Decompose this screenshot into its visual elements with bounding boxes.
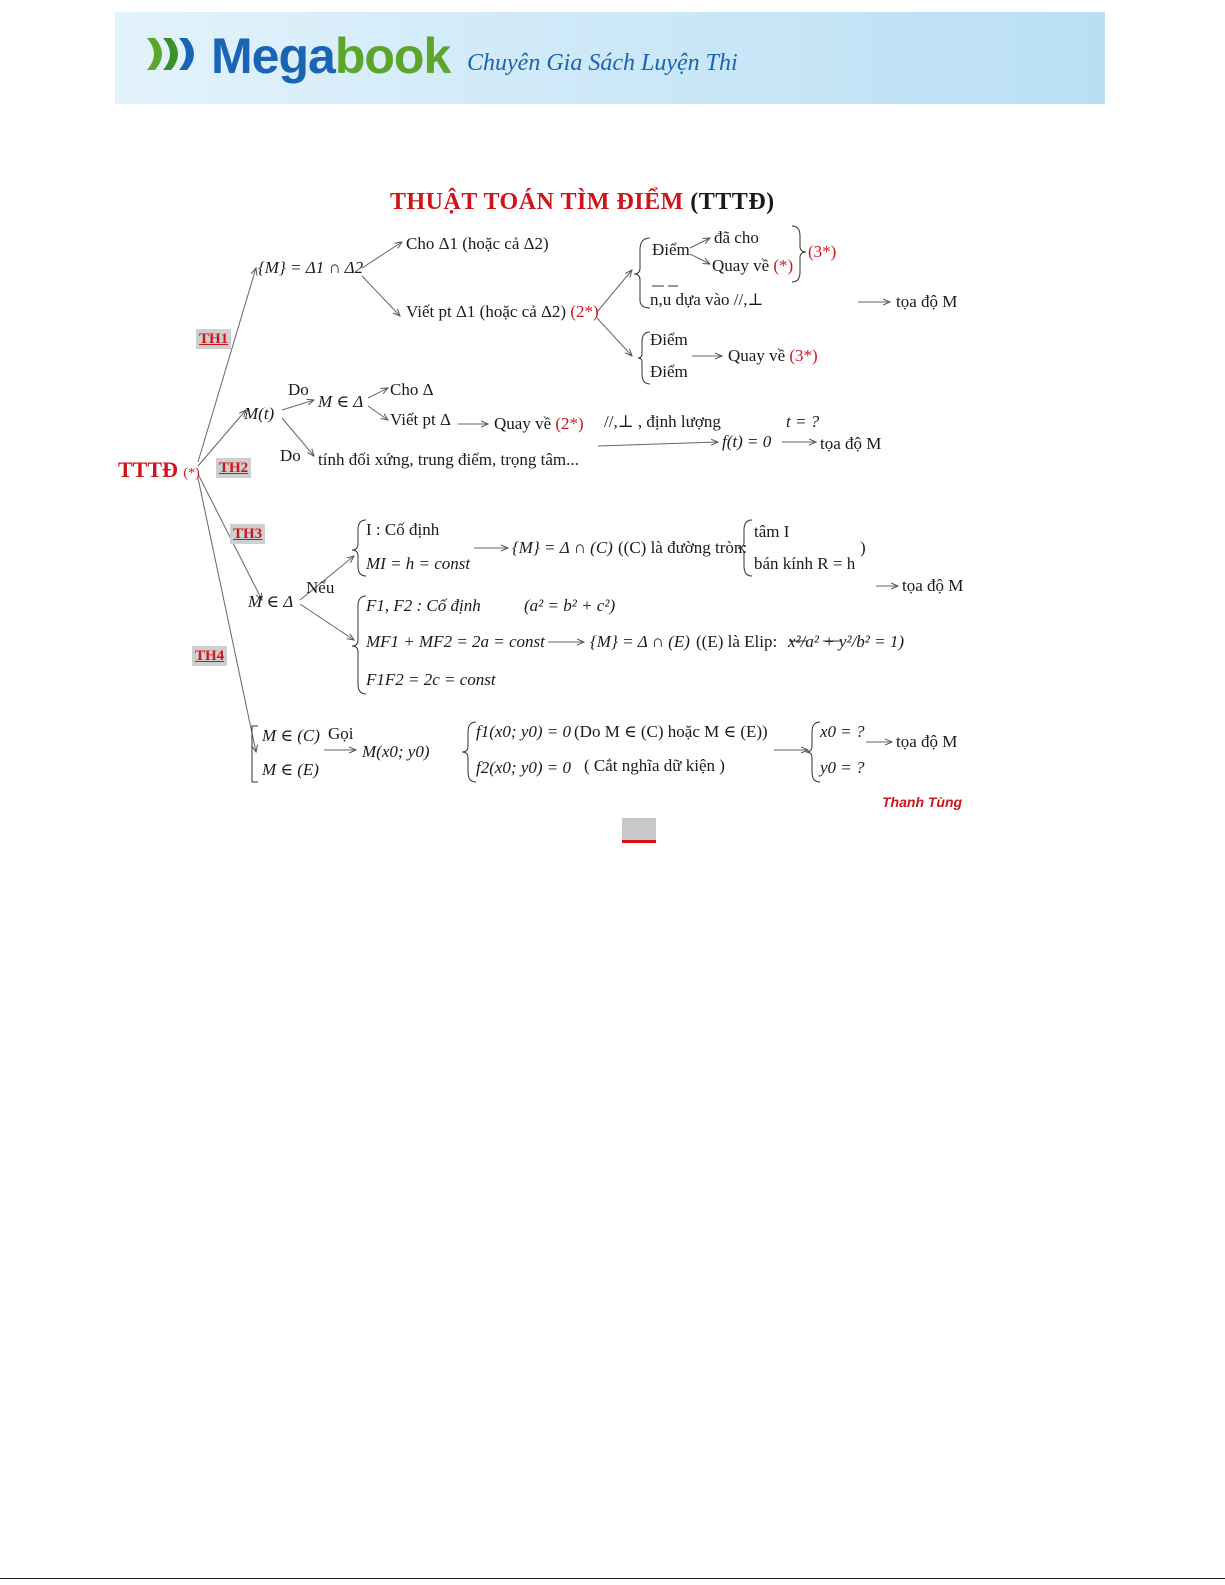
- th1-quay-ve-text: Quay về: [712, 256, 770, 275]
- th4-goi: Gọi: [328, 724, 354, 743]
- th1-quay-ve2-text: Quay về: [728, 346, 786, 365]
- th1-quay-ve: [712, 256, 793, 276]
- th4-y0: y0 = ?: [820, 758, 865, 777]
- th4-eq1: f1(x0; y0) = 0: [476, 722, 572, 741]
- th1-quay-ve2: [728, 346, 818, 366]
- diagram-title-abbr: (TTTĐ): [690, 189, 775, 215]
- th4-eq1-note: (Do M ∈ (C) hoặc M ∈ (E)): [574, 722, 768, 741]
- diagram-title: [390, 189, 775, 215]
- tag-th4: TH4: [192, 646, 227, 666]
- th3-mi: MI = h = const: [366, 554, 471, 573]
- th2-param: M(t): [244, 404, 275, 423]
- th3-result: tọa độ M: [902, 576, 964, 595]
- th4-point: M(x0; y0): [362, 742, 430, 761]
- th2-result: tọa độ M: [820, 434, 882, 453]
- th2-give: Cho Δ: [390, 380, 434, 399]
- th3-fixed-i: I : Cố định: [366, 520, 440, 539]
- th4-result: tọa độ M: [896, 732, 958, 751]
- th4-x0: x0 = ?: [820, 722, 865, 741]
- th3-sum: MF1 + MF2 = 2a = const: [366, 632, 545, 651]
- th1-main: {M} = Δ1 ∩ Δ2: [258, 258, 364, 277]
- brand-mega: Mega: [211, 28, 335, 84]
- th4-eq2-note: ( Cắt nghĩa dữ kiện ): [584, 756, 725, 775]
- th2-write: Viết pt Δ: [390, 410, 451, 429]
- th1-quay-ve2-mark: (3*): [789, 346, 818, 365]
- brand-book: book: [334, 28, 451, 84]
- th1-group-mark: (3*): [808, 242, 837, 261]
- tag-th3: TH3: [230, 524, 265, 544]
- th2-do1: Do: [288, 380, 309, 399]
- page-number-underline: [622, 840, 656, 843]
- th2-t-unknown: t = ?: [786, 412, 820, 431]
- th3-radius: bán kính R = h: [754, 554, 856, 573]
- brand-tagline: Chuyên Gia Sách Luyện Thi: [467, 50, 738, 76]
- th2-quay-ve-text: Quay về: [494, 414, 552, 433]
- th3-center: tâm I: [754, 522, 790, 541]
- th3-circle-note: ((C) là đường tròn:: [618, 538, 748, 557]
- th1-write-text: Viết pt Δ1 (hoặc cả Δ2): [406, 302, 567, 321]
- th3-focal: F1F2 = 2c = const: [366, 670, 496, 689]
- th3-ellipse-inter: {M} = Δ ∩ (E): [590, 632, 690, 651]
- th4-opt2: M ∈ (E): [262, 760, 319, 779]
- page-bottom-rule: [0, 1578, 1225, 1579]
- page-number-box: [622, 818, 656, 840]
- th1-give: Cho Δ1 (hoặc cả Δ2): [406, 234, 549, 253]
- th3-member: M ∈ Δ: [248, 592, 294, 611]
- th3-ellipse-note: ((E) là Elip:: [696, 632, 778, 651]
- th1-diem2b: Điểm: [650, 362, 688, 381]
- th1-diem2a: Điểm: [650, 330, 688, 349]
- th1-write-mark: (2*): [570, 302, 599, 321]
- th1-vectors: n,u dựa vào //,⊥: [650, 290, 764, 309]
- th3-circle-inter: {M} = Δ ∩ (C): [512, 538, 613, 557]
- th2-do2: Do: [280, 446, 301, 465]
- th4-eq2: f2(x0; y0) = 0: [476, 758, 572, 777]
- root-label: TTTĐ: [118, 457, 178, 482]
- th2-equation: f(t) = 0: [722, 432, 772, 451]
- tag-th2: TH2: [216, 458, 251, 478]
- th2-quay-ve-mark: (2*): [555, 414, 584, 433]
- diagram-title-text: THUẬT TOÁN TÌM ĐIỂM: [390, 189, 684, 215]
- root-node: [118, 457, 200, 484]
- th1-diem: Điểm: [652, 240, 690, 259]
- th3-neu: Nếu: [306, 578, 335, 597]
- th1-write: [406, 302, 599, 322]
- root-mark: (*): [183, 466, 200, 481]
- th2-relations: //,⊥ , định lượng: [604, 412, 721, 431]
- th1-quay-ve-mark: (*): [773, 256, 794, 275]
- th2-other: tính đối xứng, trung điểm, trọng tâm...: [318, 450, 579, 469]
- th2-member: M ∈ Δ: [318, 392, 364, 411]
- author-signature: Thanh Tùng: [882, 794, 963, 810]
- th3-abc: (a² = b² + c²): [524, 596, 616, 615]
- th3-close-paren: ): [860, 538, 866, 557]
- th1-result: tọa độ M: [896, 292, 958, 311]
- th2-quay-ve: [494, 414, 584, 434]
- th1-da-cho: đã cho: [714, 228, 759, 247]
- th4-opt1: M ∈ (C): [262, 726, 320, 745]
- th3-ellipse-eq: x²/a² + y²/b² = 1): [788, 632, 905, 651]
- th3-foci: F1, F2 : Cố định: [366, 596, 481, 615]
- tag-th1: TH1: [196, 329, 231, 349]
